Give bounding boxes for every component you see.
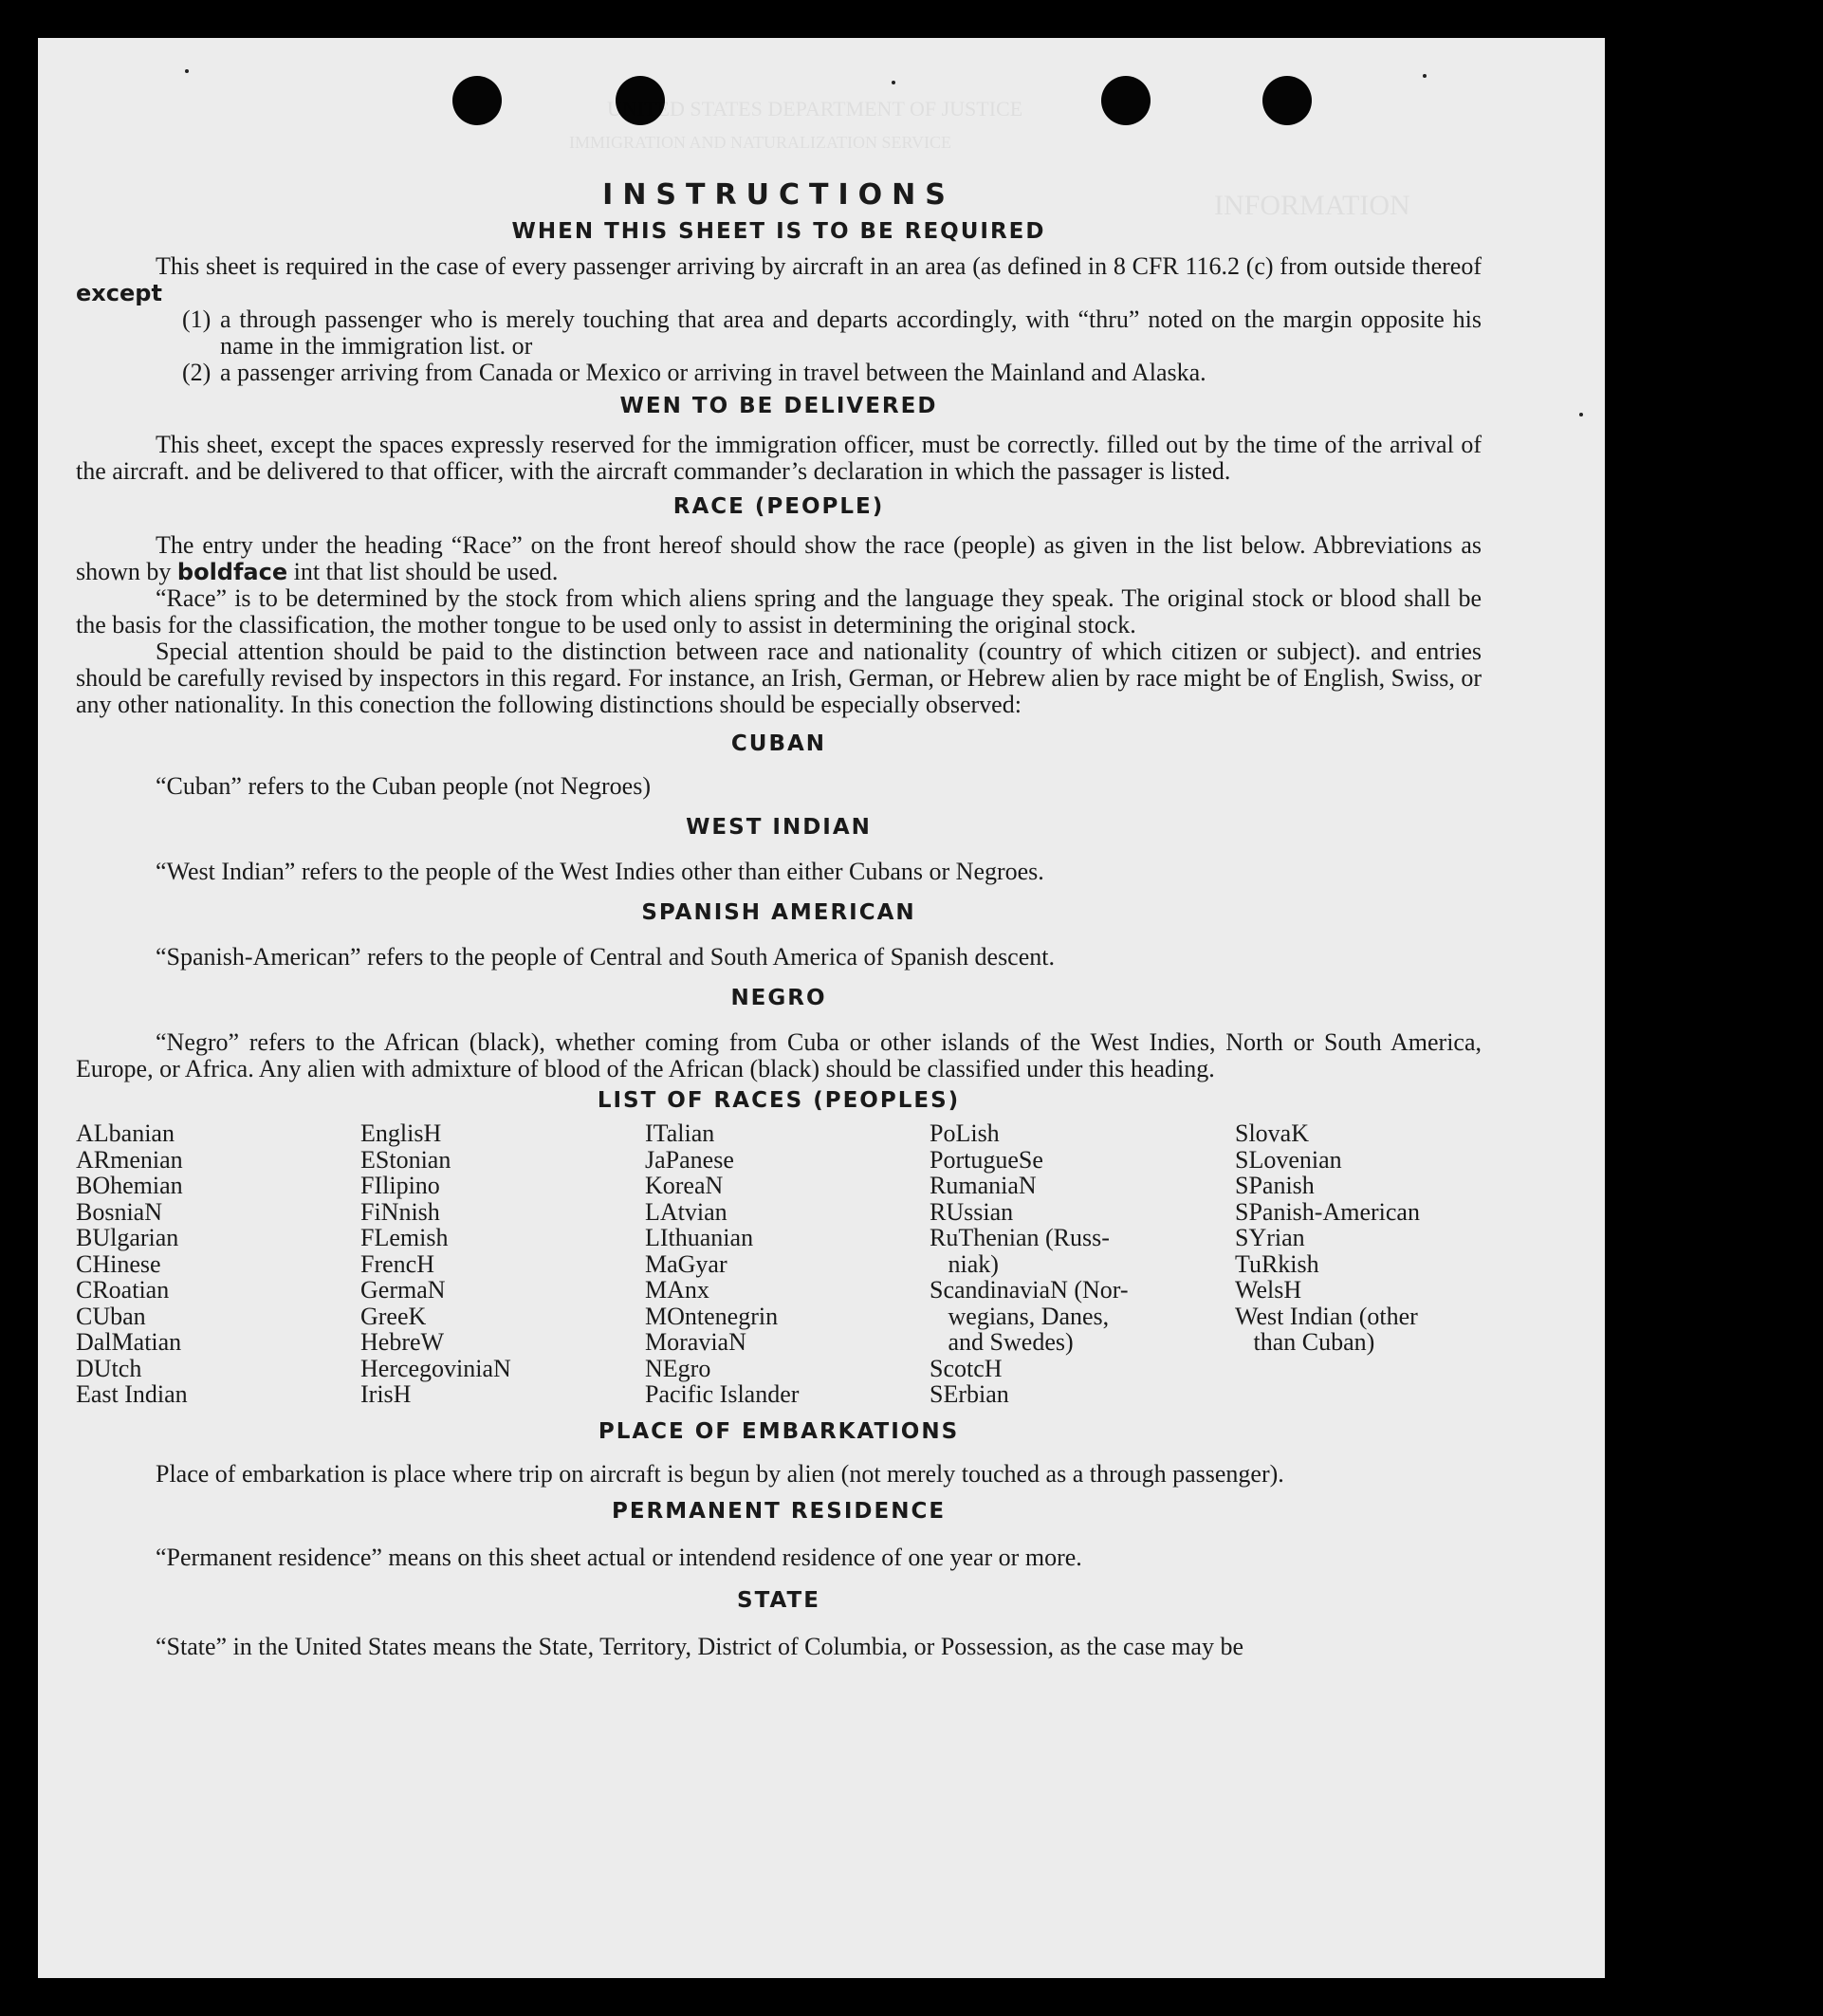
race-entry: MoraviaN (645, 1328, 746, 1356)
race-entry: ScotcH (930, 1354, 1003, 1382)
heading-cuban: CUBAN (730, 731, 827, 756)
heading-delivered: WEN TO BE DELIVERED (619, 394, 938, 418)
race-entry: niak) (930, 1249, 999, 1278)
speck (1423, 74, 1427, 78)
race-list (76, 1120, 1482, 1408)
race-entry: wegians, Danes, (930, 1302, 1110, 1330)
heading-permanent-residence: PERMANENT RESIDENCE (611, 1498, 947, 1524)
paragraph-cuban: “Cuban” refers to the Cuban people (not Negroes) (156, 772, 651, 800)
race-entry: DUtch (76, 1354, 142, 1382)
race-entry: FLemish (360, 1224, 449, 1251)
race-entry: ScandinaviaN (Nor- (930, 1276, 1129, 1304)
item-text: a passenger arriving from Canada or Mexico or arriving in travel between the Mainland and Alaska. (220, 359, 1206, 386)
race-entry: LAtvian (645, 1197, 727, 1226)
race-column (645, 1120, 930, 1408)
race-entry: than Cuban) (1235, 1328, 1375, 1356)
race-entry: NEgro (645, 1354, 711, 1382)
race-entry: SLovenian (1235, 1145, 1342, 1174)
paragraph-race-2: “Race” is to be determined by the stock from which aliens spring and the language they speak. The original stock or blood shall be the basis for the classification, the mother tongue to be used only to assist in determining the original stock. (76, 584, 1482, 638)
page-title: INSTRUCTIONS (602, 178, 955, 212)
race-entry: PoLish (930, 1119, 1000, 1147)
race-entry: CUban (76, 1302, 146, 1330)
heading-state: STATE (737, 1587, 820, 1613)
speck (185, 69, 189, 73)
heading-negro: NEGRO (730, 986, 827, 1010)
race-entry: MaGyar (645, 1249, 727, 1278)
race-entry: GermaN (360, 1276, 446, 1304)
race-column (76, 1120, 360, 1408)
race-entry: MAnx (645, 1276, 709, 1304)
race-entry: FIlipino (360, 1172, 440, 1199)
race-column (1235, 1120, 1482, 1408)
item-number: (1) (182, 305, 212, 333)
paragraph-permanent-residence: “Permanent residence” means on this sheet actual or intendend residence of one year or more. (156, 1543, 1082, 1571)
race-entry: SYrian (1235, 1224, 1305, 1251)
race-entry: HebreW (360, 1328, 445, 1356)
document-page (38, 38, 1605, 1978)
race-entry: ALbanian (76, 1119, 175, 1147)
paragraph-required: This sheet is required in the case of every passenger arriving by aircraft in an area (as defined in 8 CFR 116.2 (c) from outside thereof except (76, 252, 1482, 306)
race-entry: RumaniaN (930, 1172, 1037, 1199)
race-entry: TuRkish (1235, 1249, 1319, 1278)
keyword-except: except (76, 280, 162, 306)
paragraph-state: “State” in the United States means the State, Territory, District of Columbia, or Possession, as the case may be (156, 1632, 1243, 1660)
punch-hole (452, 76, 502, 125)
heading-west-indian: WEST INDIAN (686, 815, 872, 840)
race-column (360, 1120, 645, 1408)
race-entry: and Swedes) (930, 1328, 1074, 1356)
race-entry: KoreaN (645, 1172, 724, 1199)
bleed-through-text: UNITED STATES DEPARTMENT OF JUSTICE (607, 97, 1023, 120)
heading-spanish-american: SPANISH AMERICAN (641, 900, 916, 925)
race-entry: RUssian (930, 1197, 1014, 1226)
race-entry: ITalian (645, 1119, 715, 1147)
paragraph-embarkation: Place of embarkation is place where trip on aircraft is begun by alien (not merely touched as a through passenger). (156, 1459, 1284, 1488)
heading-race: RACE (PEOPLE) (672, 494, 885, 519)
heading-when-required: WHEN THIS SHEET IS TO BE REQUIRED (511, 219, 1046, 244)
speck (892, 81, 895, 84)
race-entry: SPanish-American (1235, 1197, 1420, 1226)
race-entry: BOhemian (76, 1172, 183, 1199)
keyword-boldface: boldface (176, 559, 288, 585)
race-entry: CHinese (76, 1249, 161, 1278)
race-entry: SPanish (1235, 1172, 1315, 1199)
race-entry: EStonian (360, 1145, 451, 1174)
heading-race-list: LIST OF RACES (PEOPLES) (597, 1088, 961, 1113)
race-entry: JaPanese (645, 1145, 734, 1174)
race-entry: ARmenian (76, 1145, 183, 1174)
paragraph-race-3: Special attention should be paid to the distinction between race and nationality (country of which citizen or subject). and entries should be carefully revised by inspectors in this regard. For instance, an Irish, German, or Hebrew alien by race might be of English, Swiss, or any other nationality. In this conection the following distinctions should be especially observed: (76, 638, 1482, 718)
instructions-content (76, 178, 1482, 1660)
race-entry: LIthuanian (645, 1224, 754, 1251)
race-entry: WelsH (1235, 1276, 1302, 1304)
race-entry: East Indian (76, 1380, 188, 1408)
item-number: (2) (182, 359, 212, 386)
punch-hole (1262, 76, 1312, 125)
race-entry: West Indian (other (1235, 1302, 1418, 1330)
race-entry: GreeK (360, 1302, 427, 1330)
exception-item (182, 360, 1482, 386)
item-text: a through passenger who is merely touching that area and departs accordingly, with “thru” noted on the margin opposite his name in the immigration list. or (220, 305, 1482, 360)
heading-embarkation: PLACE OF EMBARKATIONS (598, 1418, 960, 1444)
race-entry: IrisH (360, 1380, 412, 1408)
race-entry: SlovaK (1235, 1119, 1309, 1147)
race-entry: SErbian (930, 1380, 1009, 1408)
race-entry: EnglisH (360, 1119, 442, 1147)
paragraph-negro: “Negro” refers to the African (black), whether coming from Cuba or other islands of the West Indies, North or South America, Europe, or Africa. Any alien with admixture of blood of the African (black) should be classified under this heading. (76, 1028, 1482, 1082)
race-entry: FrencH (360, 1249, 434, 1278)
race-entry: BosniaN (76, 1197, 162, 1226)
race-entry: HercegoviniaN (360, 1354, 511, 1382)
race-entry: Pacific Islander (645, 1380, 800, 1408)
paragraph-west-indian: “West Indian” refers to the people of the West Indies other than either Cubans or Negroes. (156, 858, 1044, 885)
race-entry: PortugueSe (930, 1145, 1043, 1174)
paragraph-spanish-american: “Spanish-American” refers to the people of Central and South America of Spanish descent. (156, 943, 1055, 971)
race-entry: MOntenegrin (645, 1302, 779, 1330)
race-entry: RuThenian (Russ- (930, 1224, 1110, 1251)
paragraph-race-1: The entry under the heading “Race” on the front hereof should show the race (people) as given in the list below. Abbreviations as shown by boldface int that list should be used. (76, 531, 1482, 585)
race-entry: BUlgarian (76, 1224, 179, 1251)
bleed-through-text: IMMIGRATION AND NATURALIZATION SERVICE (569, 133, 952, 152)
race-entry: FiNnish (360, 1197, 440, 1226)
race-entry: CRoatian (76, 1276, 170, 1304)
race-column (930, 1120, 1235, 1408)
race-entry: DalMatian (76, 1328, 182, 1356)
exception-item (182, 306, 1482, 360)
punch-hole (1101, 76, 1151, 125)
bleed-through-text: INFORMATION (1214, 190, 1410, 221)
paragraph-delivered: This sheet, except the spaces expressly reserved for the immigration officer, must be correctly. filled out by the time of the arrival of the aircraft. and be delivered to that officer, with the aircraft commander’s declaration in which the passager is listed. (76, 431, 1482, 485)
speck (1579, 413, 1583, 416)
